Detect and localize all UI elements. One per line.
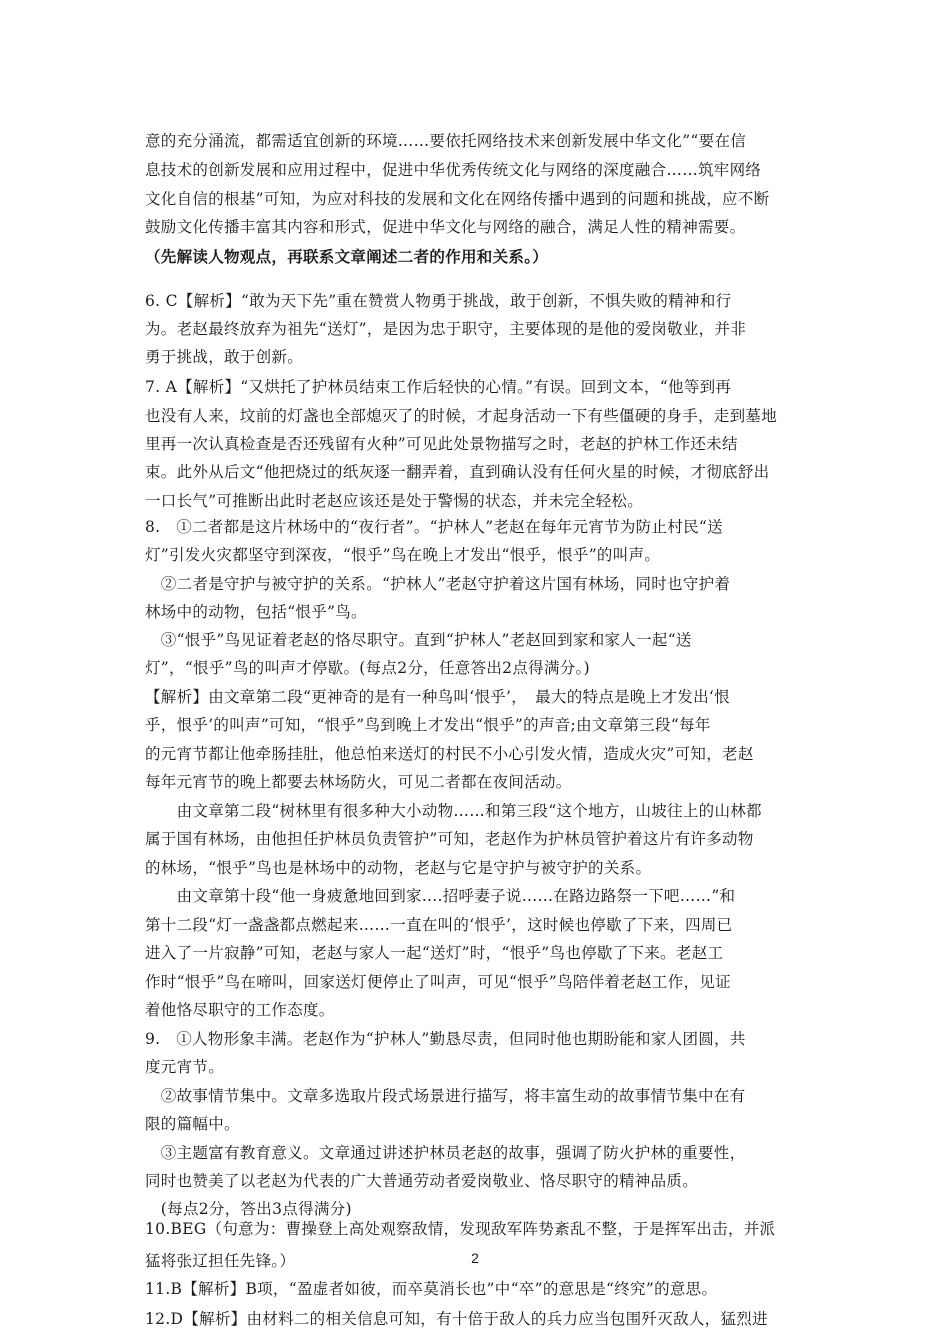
text-line-bold: （先解读人物观点，再联系文章阐述二者的作用和关系。） — [145, 247, 549, 266]
text-line: 着他恪尽职守的工作态度。 — [145, 1001, 335, 1019]
text-line: ②二者是守护与被守护的关系。“护林人”老赵守护着这片国有林场，同时也守护着 — [145, 575, 731, 593]
text-line: 10.BEG（句意为：曹操登上高处观察敌情，发现敌军阵势紊乱不整，于是挥军出击，并派 — [145, 1220, 776, 1238]
text-line: 猛将张辽担任先锋。） — [145, 1252, 296, 1270]
text-line: 同时也赞美了以老赵为代表的广大普通劳动者爱岗敬业、恪尽职守的精神品质。 — [145, 1172, 699, 1190]
text-line: 进入了一片寂静”可知，老赵与家人一起“送灯”时，“恨乎”鸟也停歇了下来。老赵工 — [145, 944, 724, 962]
text-line: 第十二段“灯一盏盏都点燃起来……一直在叫的‘恨乎’，这时候也停歇了下来，四周已 — [145, 916, 733, 934]
text-line: 由文章第二段“树林里有很多种大小动物……和第三段“这个地方，山坡往上的山林都 — [145, 802, 762, 820]
text-line: 息技术的创新发展和应用过程中，促进中华优秀传统文化与网络的深度融合……筑牢网络 — [145, 161, 762, 179]
text-line: 意的充分涌流，都需适宜创新的环境……要依托网络技术来创新发展中华文化”“要在信 — [145, 132, 747, 150]
text-line: 为。老赵最终放弃为祖先“送灯”，是因为忠于职守，主要体现的是他的爱岗敬业，并非 — [145, 320, 747, 338]
text-line: 【解析】由文章第二段“更神奇的是有一种鸟叫‘恨乎’， 最大的特点是晚上才发出‘恨 — [145, 688, 730, 706]
text-line: 11.B【解析】B项，“盈虚者如彼，而卒莫消长也”中“卒”的意思是“终究”的意思。 — [145, 1280, 718, 1298]
text-line: 文化自信的根基”可知，为应对科技的发展和文化在网络传播中遇到的问题和挑战，应不断 — [145, 190, 770, 208]
text-line: 每年元宵节的晚上都要去林场防火，可见二者都在夜间活动。 — [145, 773, 572, 791]
text-line: 灯”，“恨乎”鸟的叫声才停歇。(每点2分，任意答出2点得满分。) — [145, 659, 590, 677]
text-line: 12.D【解析】由材料二的相关信息可知，有十倍于敌人的兵力应当包围歼灭敌人，猛烈进 — [145, 1310, 768, 1328]
text-line: 也没有人来，坟前的灯盏也全部熄灭了的时候，才起身活动一下有些僵硬的身手，走到墓地 — [145, 407, 778, 425]
text-line: 由文章第十段“他一身疲惫地回到家....招呼妻子说……在路边路祭一下吧……”和 — [145, 887, 736, 905]
text-line: (每点2分，答出3点得满分) — [145, 1200, 352, 1218]
text-line: 8. ①二者都是这片林场中的“夜行者”。“护林人”老赵在每年元宵节为防止村民“送 — [145, 518, 723, 536]
text-line: 林场中的动物，包括“恨乎”鸟。 — [145, 603, 367, 621]
text-line: 束。此外从后文“他把烧过的纸灰逐一翻弄着，直到确认没有任何火星的时候，才彻底舒出 — [145, 463, 770, 481]
text-line: 里再一次认真检查是否还残留有火种”可见此处景物描写之时，老赵的护林工作还未结 — [145, 435, 738, 453]
text-line: 7. A【解析】“又烘托了护林员结束工作后轻快的心情。”有误。回到文本，“他等到再 — [145, 378, 732, 396]
page-number: 2 — [471, 1250, 479, 1266]
text-line: 9. ①人物形象丰满。老赵作为“护林人”勤恳尽责，但同时他也期盼能和家人团圆，共 — [145, 1030, 746, 1048]
text-line: ③主题富有教育意义。文章通过讲述护林员老赵的故事，强调了防火护林的重要性， — [145, 1144, 746, 1162]
text-line: 的林场，“恨乎”鸟也是林场中的动物，老赵与它是守护与被守护的关系。 — [145, 859, 652, 877]
text-line: 的元宵节都让他牵肠挂肚，他总怕来送灯的村民不小心引发火情，造成火灾”可知，老赵 — [145, 745, 754, 763]
text-line: 灯”引发火灾都坚守到深夜，“恨乎”鸟在晚上才发出“恨乎，恨乎”的叫声。 — [145, 546, 661, 564]
text-line: 鼓励文化传播丰富其内容和形式，促进中华文化与网络的融合，满足人性的精神需要。 — [145, 218, 746, 236]
text-line: 度元宵节。 — [145, 1058, 225, 1076]
text-line: 作时“恨乎”鸟在啼叫，回家送灯便停止了叫声，可见“恨乎”鸟陪伴着老赵工作，见证 — [145, 973, 731, 991]
text-line: 属于国有林场，由他担任护林员负责管护”可知，老赵作为护林员管护着这片有许多动物 — [145, 830, 754, 848]
text-line: 6. C【解析】“敢为天下先”重在赞赏人物勇于挑战，敢于创新，不惧失败的精神和行 — [145, 292, 732, 310]
text-line: 乎，恨乎’的叫声”可知，“恨乎”鸟到晚上才发出“恨乎”的声音;由文章第三段“每年 — [145, 716, 711, 734]
text-line: ②故事情节集中。文章多选取片段式场景进行描写，将丰富生动的故事情节集中在有 — [145, 1087, 746, 1105]
text-line: 一口长气”可推断出此时老赵应该还是处于警惕的状态，并未完全轻松。 — [145, 492, 644, 510]
text-line: ③“恨乎”鸟见证着老赵的恪尽职守。直到“护林人”老赵回到家和家人一起“送 — [145, 631, 692, 649]
text-line: 勇于挑战，敢于创新。 — [145, 348, 304, 366]
text-line: 限的篇幅中。 — [145, 1115, 240, 1133]
